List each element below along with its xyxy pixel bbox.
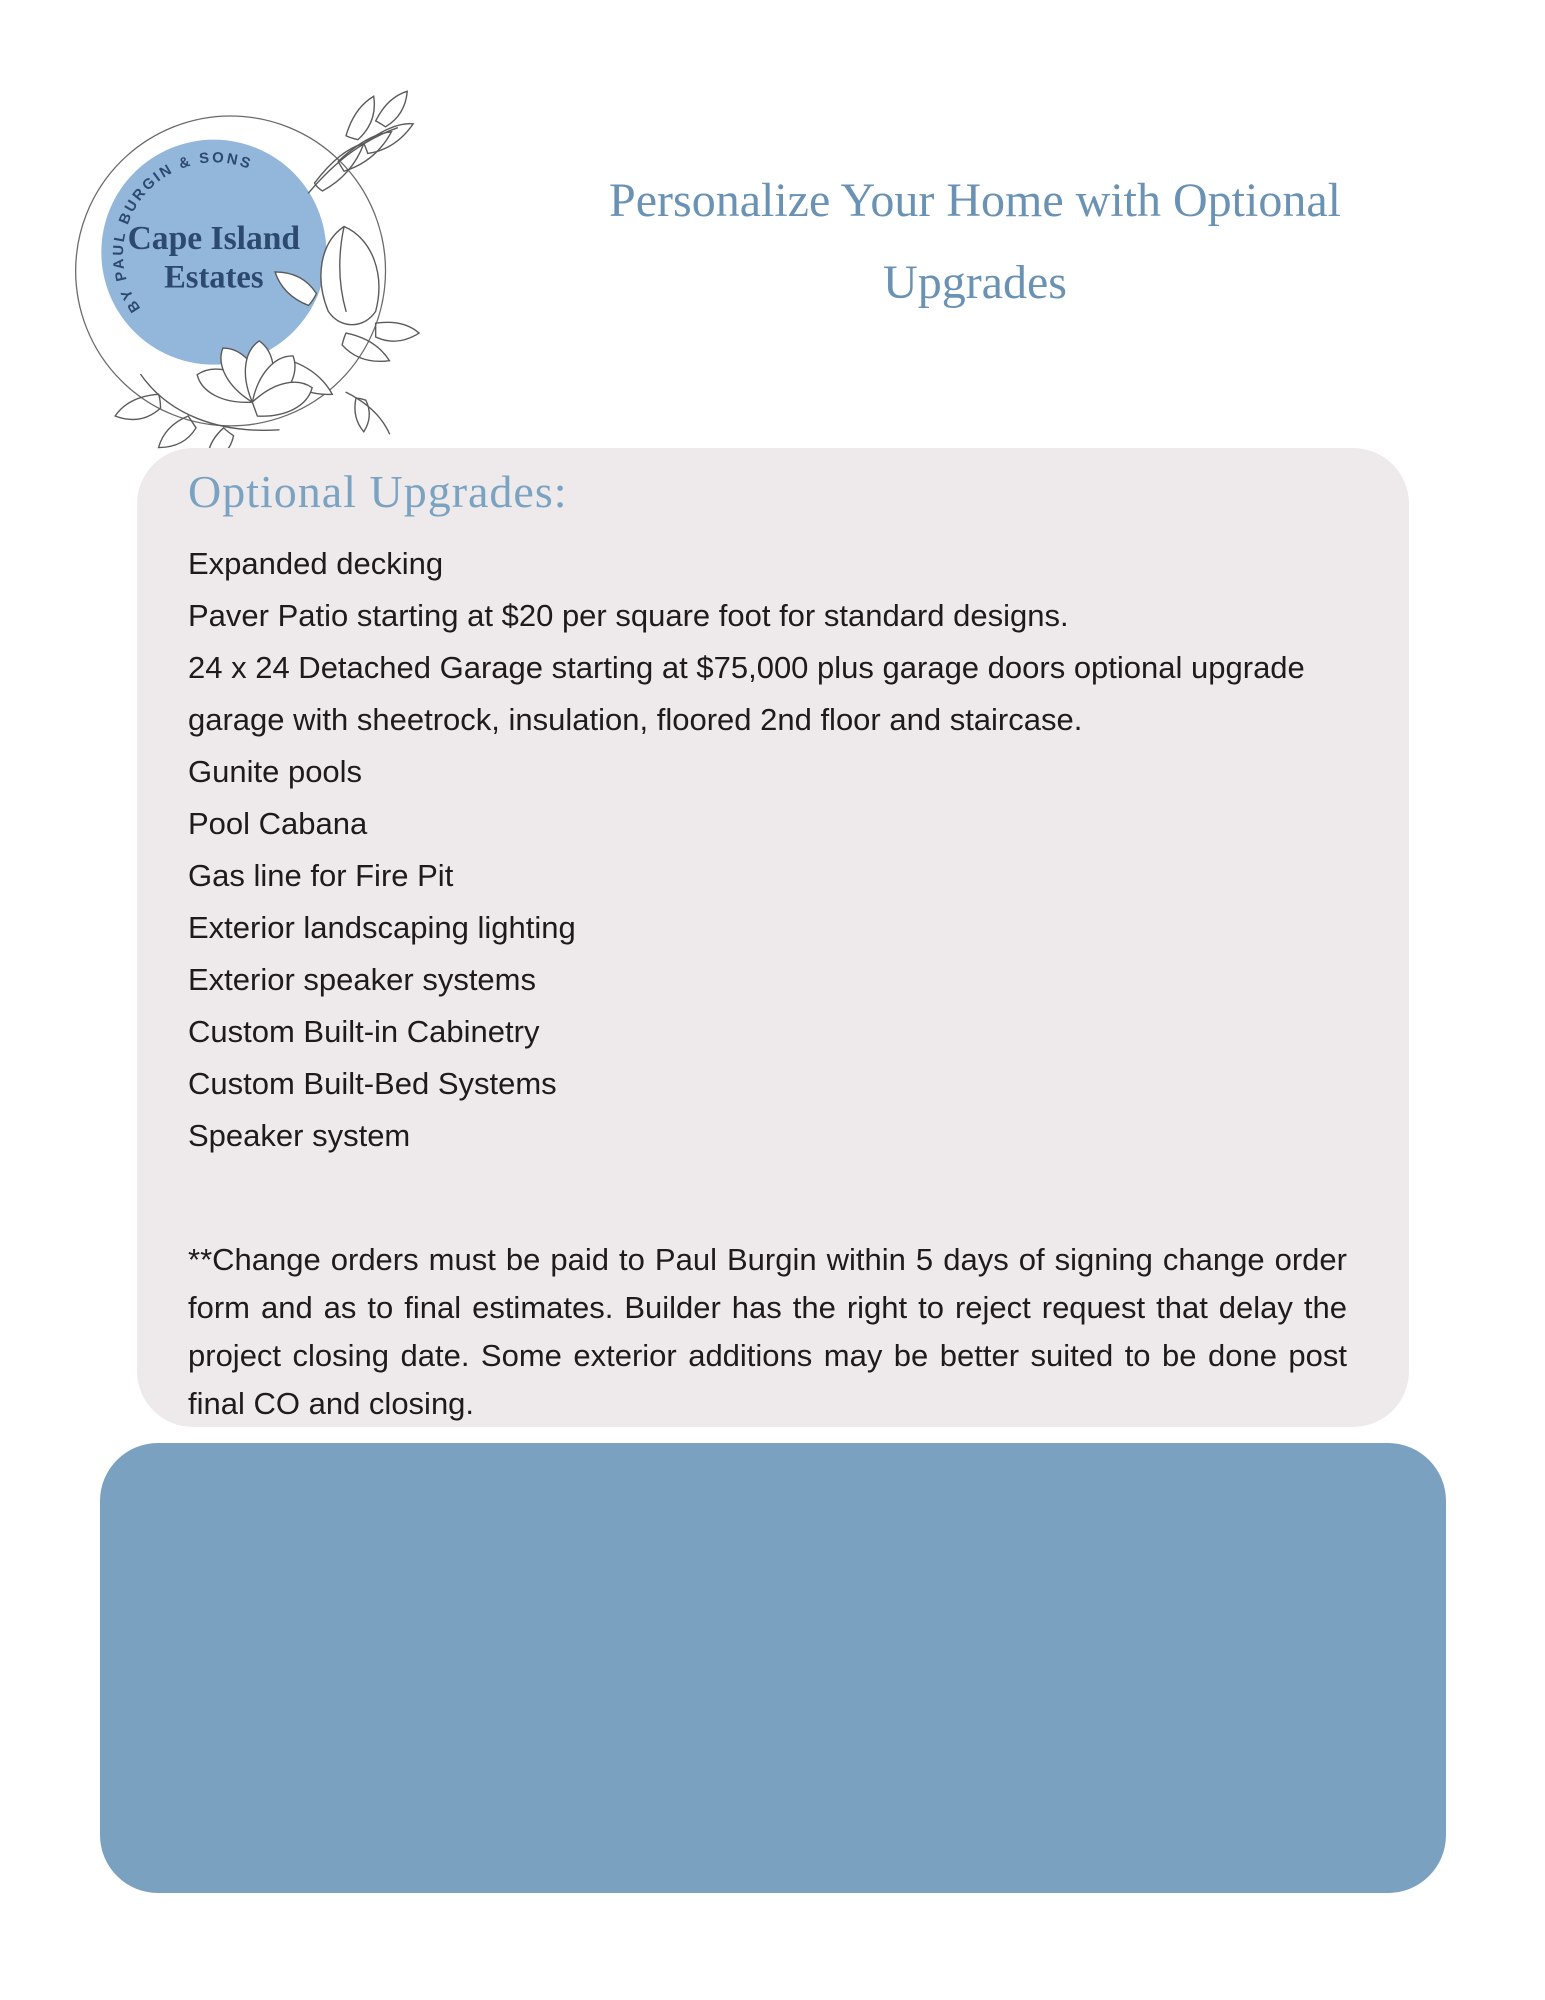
upgrade-list-item: Speaker system	[188, 1118, 411, 1153]
upgrades-panel	[137, 448, 1409, 1427]
logo-name-line1: Cape Island	[127, 220, 301, 258]
upgrade-list-item: Custom Built-in Cabinetry	[188, 1014, 540, 1049]
upgrade-list-item: Gas line for Fire Pit	[188, 858, 454, 893]
upgrade-list-item: Custom Built-Bed Systems	[188, 1066, 557, 1101]
change-order-disclaimer: **Change orders must be paid to Paul Burgin within 5 days of signing change order form and as to final estimates. Builder has the right to reject request that delay the project closing date. Some exterior additions may be better suited to be done post final CO and closing.	[188, 1242, 1347, 1421]
upgrade-list-item: Gunite pools	[188, 754, 363, 789]
logo-name-line2: Estates	[164, 259, 264, 296]
cape-island-estates-logo	[50, 75, 425, 453]
footer-panel	[100, 1443, 1446, 1893]
upgrade-list-item: 24 x 24 Detached Garage starting at $75,000 plus garage doors optional upgrade garage with sheetrock, insulation, floored 2nd floor and staircase.	[188, 650, 1305, 737]
upgrade-list-item: Exterior speaker systems	[188, 962, 536, 997]
upgrade-list-item: Expanded decking	[188, 546, 444, 581]
logo-arc-text: BY PAUL BURGIN & SONS	[110, 150, 255, 316]
page-title: Personalize Your Home with Optional Upgrades	[609, 174, 1341, 309]
upgrade-list-item: Paver Patio starting at $20 per square foot for standard designs.	[188, 598, 1069, 633]
upgrade-list-item: Pool Cabana	[188, 806, 368, 841]
upgrades-heading: Optional Upgrades:	[188, 466, 568, 517]
upgrade-list	[188, 538, 1347, 1162]
upgrade-list-item: Exterior landscaping lighting	[188, 910, 576, 945]
